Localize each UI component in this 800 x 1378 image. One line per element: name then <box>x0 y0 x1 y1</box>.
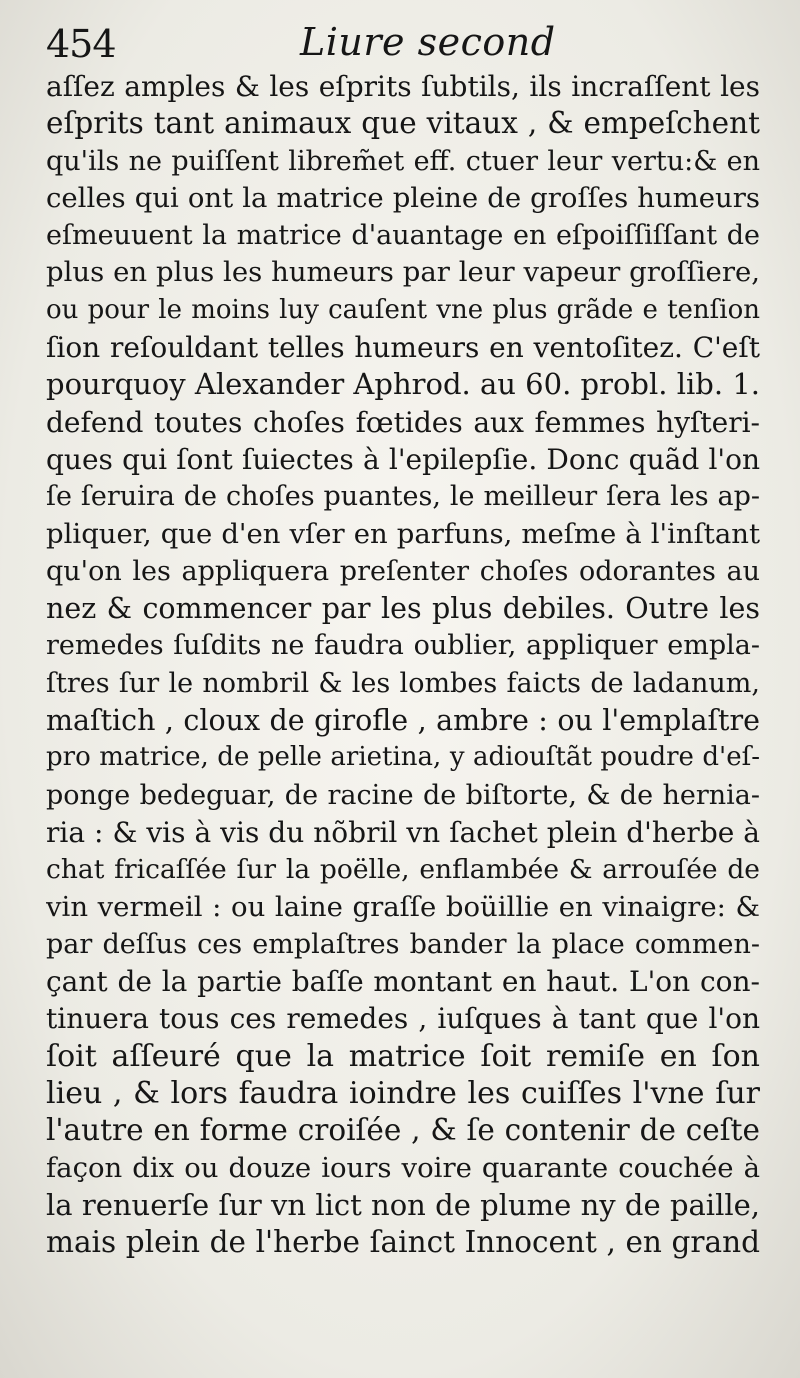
text-line: plus en plus les humeurs par leur vapeur groſſiere, <box>46 256 760 289</box>
page-number: 454 <box>46 22 116 66</box>
text-line: pro matrice, de pelle arietina, y adiouſtãt poudre d'eſ- <box>46 742 760 773</box>
text-line: defend toutes choſes fœtides aux femmes hyſteri- <box>46 405 760 439</box>
text-line: ou pour le moins luy cauſent vne plus grãde e tenſion <box>46 294 760 325</box>
text-line: aſſez amples & les eſprits ſubtils, ils incraſſent les <box>46 70 760 103</box>
text-line: l'autre en forme croiſée , & ſe contenir de ceſte <box>46 1113 760 1148</box>
text-line: ques qui ſont ſuiectes à l'epilepſie. Donc quãd l'on <box>46 442 760 476</box>
text-line: mais plein de l'herbe ſainct Innocent , en grand <box>46 1225 760 1260</box>
text-line: chat fricaſſée ſur la poëlle, enflambée & arrouſée de <box>46 854 760 886</box>
text-line: eſprits tant animaux que vitaux , & empeſchent <box>46 106 760 141</box>
text-line: ponge bedeguar, de racine de biſtorte, & de hernia- <box>46 779 760 811</box>
body-text <box>46 68 760 1262</box>
text-line: façon dix ou douze iours voire quarante couchée à <box>46 1151 760 1184</box>
text-line: ſoit aſſeuré que la matrice ſoit remiſe en ſon <box>46 1038 760 1074</box>
text-line: pourquoy Alexander Aphrod. au 60. probl. lib. 1. <box>46 367 760 402</box>
text-line: qu'ils ne puiſſent librem̃et eff. ctuer leur vertu:& en <box>46 145 760 177</box>
text-line: tinuera tous ces remedes , iuſques à tant que l'on <box>46 1002 760 1036</box>
text-line: pliquer, que d'en vſer en parfuns, meſme à l'inſtant <box>46 517 760 550</box>
text-line: ſion reſouldant telles humeurs en ventoſitez. C'eſt <box>46 331 760 365</box>
text-line: nez & commencer par les plus debiles. Outre les <box>46 592 760 626</box>
text-line: la renuerſe ſur vn lict non de plume ny de paille, <box>46 1187 760 1222</box>
text-line: çant de la partie baſſe montant en haut. L'on con- <box>46 965 760 999</box>
text-line: eſmeuuent la matrice d'auantage en eſpoiſſiſſant de <box>46 220 760 252</box>
text-line: remedes ſuſdits ne faudra oublier, appliquer empla- <box>46 630 760 662</box>
running-head: Liure second <box>300 20 556 64</box>
text-line: vin vermeil : ou laine graſſe boüillie en vinaigre: & <box>46 890 760 923</box>
text-line: ſtres ſur le nombril & les lombes faicts de ladanum, <box>46 667 760 699</box>
text-line: celles qui ont la matrice pleine de groſſes humeurs <box>46 181 760 214</box>
page-header <box>46 14 760 72</box>
text-line: par deſſus ces emplaſtres bander la place commen- <box>46 928 760 960</box>
text-line: maſtich , cloux de girofle , ambre : ou l'emplaſtre <box>46 704 760 738</box>
text-line: qu'on les appliquera preſenter choſes odorantes au <box>46 555 760 587</box>
text-line: ria : & vis à vis du nõbril vn ſachet plein d'herbe à <box>46 815 760 849</box>
text-line: lieu , & lors faudra ioindre les cuiſſes l'vne ſur <box>46 1076 760 1112</box>
text-line: ſe ſeruira de choſes puantes, le meilleur ſera les ap- <box>46 481 760 513</box>
